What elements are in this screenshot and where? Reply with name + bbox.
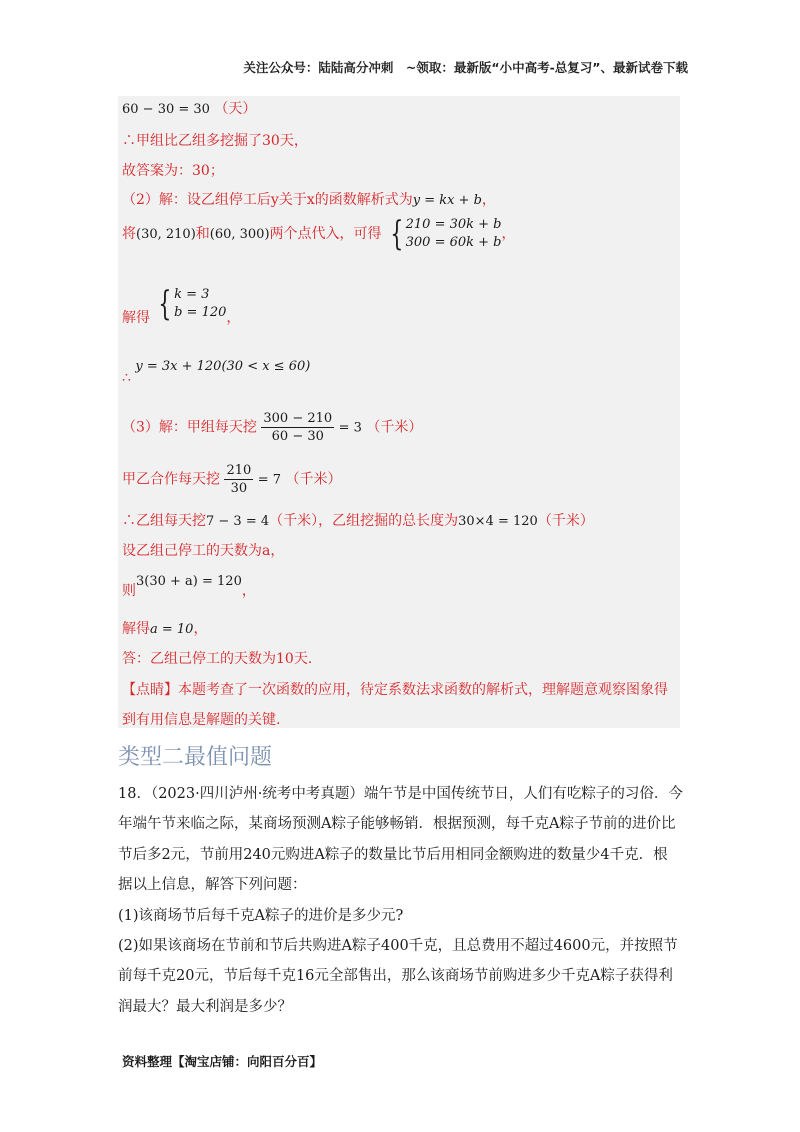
solution-line-5: [122, 216, 516, 252]
text: 和: [195, 226, 210, 242]
denominator: 60 − 30: [271, 429, 324, 444]
punct: ，: [241, 583, 256, 599]
punct: ，: [481, 192, 496, 208]
numerator: 300 − 210: [263, 411, 333, 426]
page-header: 关注公众号：陆陆高分冲刺 ~领取：最新版“小中高考-总复习”、最新试卷下载: [243, 60, 688, 75]
unit-label: （千米）: [366, 419, 423, 436]
equation-row: 210 = 30k + b: [405, 217, 502, 232]
page-footer: 资料整理【淘宝店铺：向阳百分百】: [122, 1054, 323, 1069]
question-line-4: 据以上信息，解答下列问题：: [118, 877, 307, 893]
solution-line-1: [122, 98, 256, 118]
question-line-2: 年端午节来临之际，某商场预测A粽子能够畅销．根据预测，每千克A粽子节前的进价比: [118, 816, 676, 832]
unit-label: （天）: [214, 101, 257, 117]
math-expression: y = 3x + 120(30 < x ≤ 60): [135, 359, 311, 374]
solution-line-7: [122, 358, 311, 386]
solution-line-8: [122, 410, 422, 445]
brace-icon: {: [390, 214, 404, 254]
solution-line-4: [122, 189, 496, 209]
text: ∴乙组每天挖: [122, 513, 206, 529]
solution-line-13: [122, 618, 207, 638]
fraction: [261, 410, 334, 445]
math-expression: 30×4 = 120: [458, 514, 538, 529]
equation-system: [154, 286, 226, 322]
text: 将: [122, 226, 136, 242]
solution-line-3: 故答案为：30；: [122, 163, 224, 179]
equation-system: [386, 216, 502, 252]
numerator: 210: [226, 463, 252, 478]
solution-line-14: 答：乙组己停工的天数为10天.: [122, 651, 313, 667]
punct: ，: [193, 621, 208, 637]
solution-line-15: 【点睛】本题考查了一次函数的应用，待定系数法求函数的解析式，理解题意观察图象得: [122, 682, 668, 698]
question-part-2: (2)如果该商场在节前和节后共购进A粽子400千克，且总费用不超过4600元，并按照节: [118, 938, 678, 954]
solution-line-16: 到有用信息是解题的关键.: [122, 712, 281, 728]
question-line-8: 润最大？最大利润是多少？: [118, 999, 292, 1015]
math-expression: = 3: [338, 420, 362, 436]
solution-line-9: [122, 462, 341, 497]
math-expression: = 7: [257, 472, 282, 488]
solution-line-11: 设乙组己停工的天数为a，: [122, 543, 285, 559]
solution-line-6: [122, 284, 241, 326]
point-2: (60, 300): [209, 227, 270, 242]
fraction: [224, 462, 253, 497]
unit-label: （千米）: [285, 471, 342, 488]
equation-row: 300 = 60k + b: [405, 235, 502, 250]
text: 两个点代入，可得: [269, 226, 382, 242]
unit-label: （千米）: [537, 513, 594, 529]
brace-icon: {: [158, 284, 172, 324]
question-line-3: 节后多2元，节前用240元购进A粽子的数量比节后用相同金额购进的数量少4千克．根: [118, 847, 668, 863]
math-expression: a = 10: [150, 622, 194, 637]
therefore-symbol: ∴: [122, 370, 131, 386]
point-1: (30, 210): [136, 227, 196, 242]
question-part-1: (1)该商场节后每千克A粽子的进价是多少元?: [118, 908, 404, 924]
text: 解得: [122, 621, 150, 637]
text: （3）解：甲组每天挖: [122, 419, 257, 436]
solution-line-2: ∴甲组比乙组多挖掘了30天，: [122, 133, 308, 149]
math-expression: 3(30 + a) = 120: [136, 574, 242, 589]
equation-row: b = 120: [174, 305, 227, 320]
text: 甲乙合作每天挖: [122, 471, 220, 488]
text: （2）解：设乙组停工后y关于x的函数解析式为: [122, 192, 413, 208]
math-expression: 60 − 30 = 30: [122, 102, 210, 117]
denominator: 30: [230, 481, 248, 496]
punct: ，: [226, 310, 241, 326]
equation-row: k = 3: [174, 287, 210, 302]
solution-line-12: [122, 570, 256, 599]
text: 则: [122, 583, 136, 599]
question-line-1: 18．（2023·四川泸州·统考中考真题）端午节是中国传统节日，人们有吃粽子的习俗．今: [118, 786, 683, 802]
math-expression: 7 − 3 = 4: [206, 514, 270, 529]
math-expression: y = kx + b: [412, 193, 482, 208]
solution-line-10: [122, 510, 594, 530]
punct: ，: [501, 226, 516, 242]
text: （千米），乙组挖掘的总长度为: [269, 513, 459, 529]
question-line-7: 前每千克20元，节后每千克16元全部售出，那么该商场节前购进多少千克A粽子获得利: [118, 968, 673, 984]
section-title: 类型二最值问题: [118, 745, 273, 770]
text: 解得: [122, 310, 150, 326]
